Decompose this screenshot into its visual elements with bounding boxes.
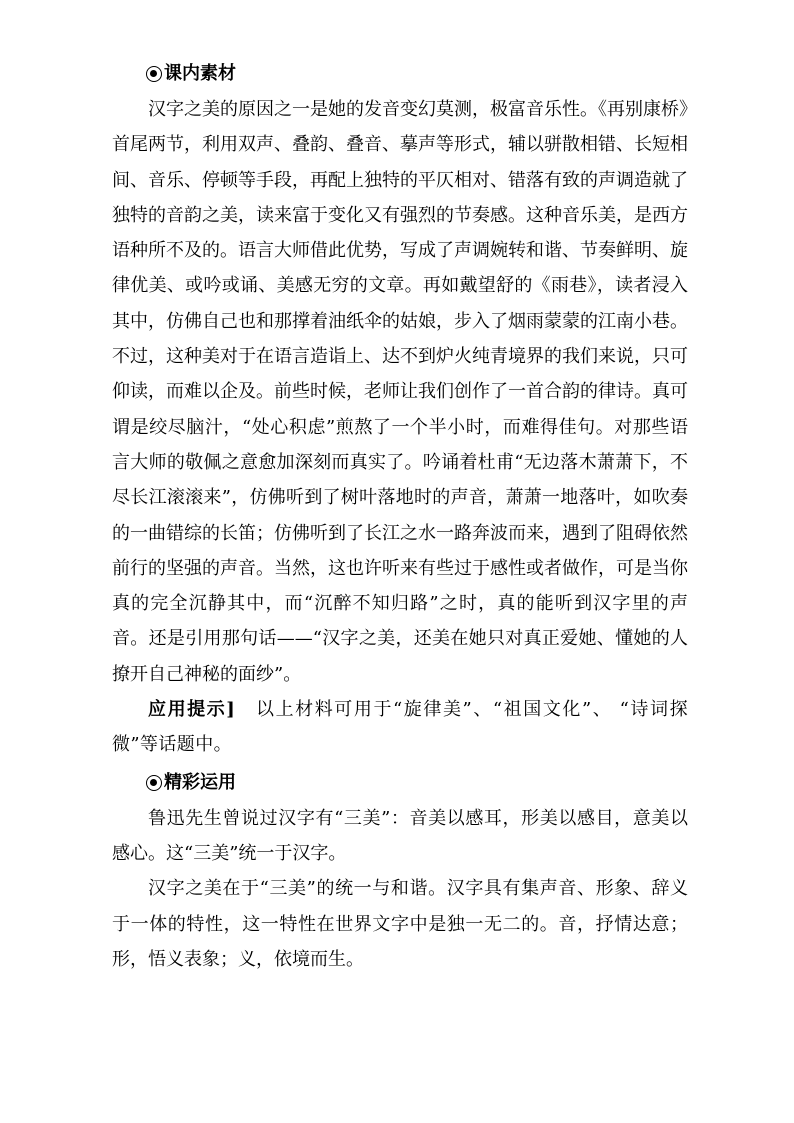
hint-label: 应用提示] [148, 699, 236, 721]
bullet-circle-icon [146, 66, 162, 82]
section-heading-label: 精彩运用 [164, 771, 236, 793]
bullet-circle-icon [146, 775, 162, 791]
document-page [112, 56, 688, 977]
hint-text: 以上材料可用于“旋律美”、“祖国文化”、 “诗词探微”等话题中。 [112, 699, 688, 756]
application-hint [112, 692, 688, 763]
section-heading-label: 课内素材 [164, 63, 236, 84]
section-heading-application [146, 765, 688, 801]
usage-paragraph-2: 汉字之美在于“三美”的统一与和谐。汉字具有集声音、形象、辞义于一体的特性，这一特性在世界文字中是独一无二的。音，抒情达意；形，悟义表象；义，依境而生。 [112, 878, 688, 970]
section-heading-course-material [146, 56, 688, 92]
material-paragraph: 汉字之美的原因之一是她的发音变幻莫测，极富音乐性。《再别康桥》首尾两节，利用双声、叠韵、叠音、摹声等形式，辅以骈散相错、长短相间、音乐、停顿等手段，再配上独特的平仄相对、错落有致的声调造就了独特的音韵之美，读来富于变化又有强烈的节奏感。这种音乐美，是西方语种所不及的。语言大师借此优势，写成了声调婉转和谐、节奏鲜明、旋律优美、或吟或诵、美感无穷的文章。再如戴望舒的《雨巷》，读者浸入其中，仿佛自己也和那撑着油纸伞的姑娘，步入了烟雨蒙蒙的江南小巷。不过，这种美对于在语言造诣上、达不到炉火纯青境界的我们来说，只可仰读，而难以企及。前些时候，老师让我们创作了一首合韵的律诗。真可谓是绞尽脑汁，“处心积虑”煎熬了一个半小时，而难得佳句。对那些语言大师的敬佩之意愈加深刻而真实了。吟诵着杜甫“无边落木萧萧下，不尽长江滚滚来”，仿佛听到了树叶落地时的声音，萧萧一地落叶，如吹奏的一曲错综的长笛；仿佛听到了长江之水一路奔波而来，遇到了阻碍依然前行的坚强的声音。当然，这也许听来有些过于感性或者做作，可是当你真的完全沉静其中，而“沉醉不知归路”之时，真的能听到汉字里的声音。还是引用那句话——“汉字之美，还美在她只对真正爱她、懂她的人撩开自己神秘的面纱”。 [112, 99, 688, 685]
usage-paragraph-1: 鲁迅先生曾说过汉字有“三美”：音美以感耳，形美以感目，意美以感心。这“三美”统一于汉字。 [112, 807, 688, 864]
